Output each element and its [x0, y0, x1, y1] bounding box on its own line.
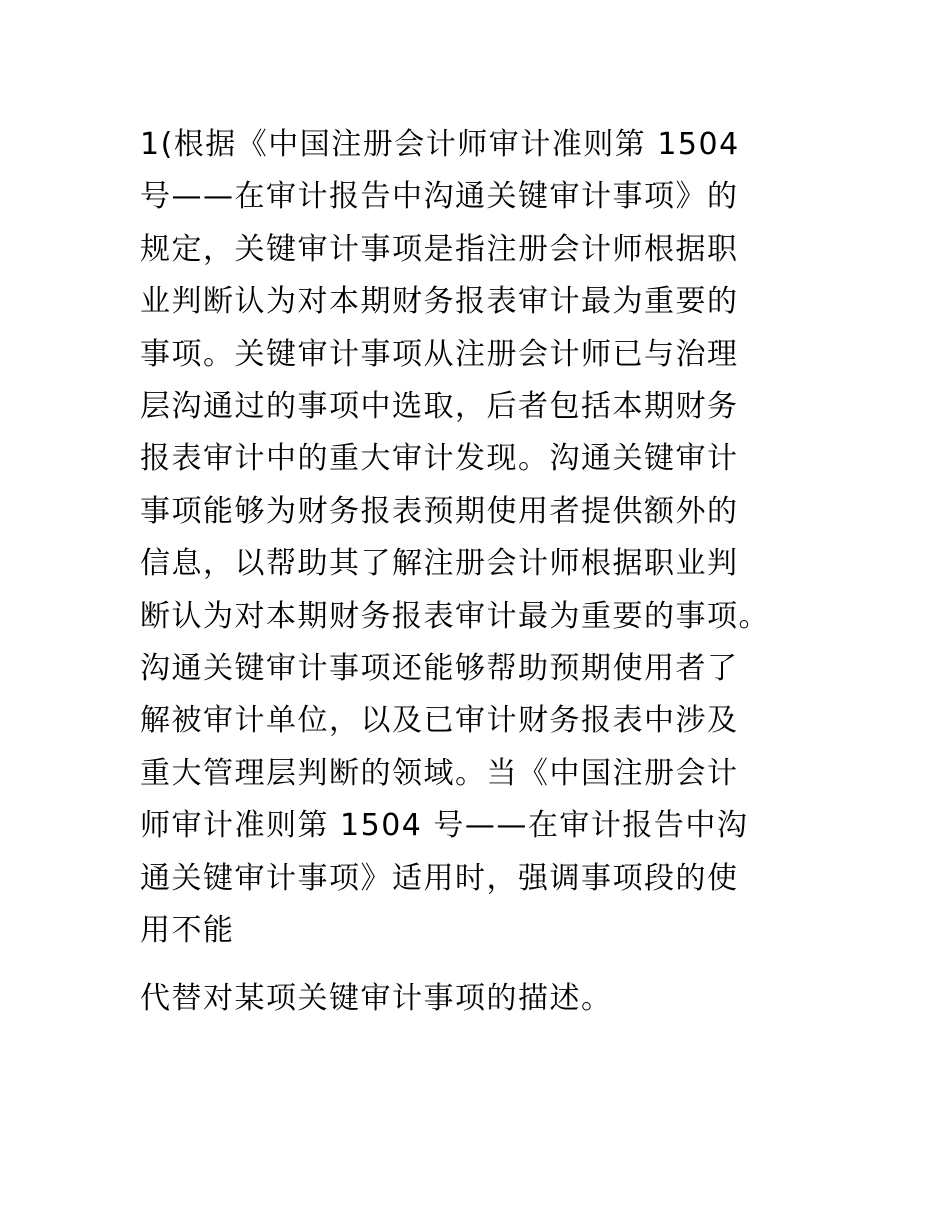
body-paragraph-1: 1(根据《中国注册会计师审计准则第 1504 号——在审计报告中沟通关键审计事项》的 规定，关键审计事项是指注册会计师根据职 业判断认为对本期财务报表审计最为重要的 事项。关键审计事项从注册会计师已与治理 层沟通过的事项中选取，后者包括本期财务 报表审计中的重大审计发现。沟通关键审计 事项能够为财务报表预期使用者提供额外的 信息，以帮助其了解注册会计师根据职业判 断认为对本期财务报表审计最为重要的事项。 沟通关键审计事项还能够帮助预期使用者了 解被审计单位，以及已审计财务报表中涉及 重大管理层判断的领域。当《中国注册会计 师审计准则第 1504 号——在审计报告中沟 通关键审计事项》适用时，强调事项段的使 用不能	[140, 127, 770, 949]
body-paragraph-2: 代替对某项关键审计事项的描述。	[140, 981, 613, 1016]
